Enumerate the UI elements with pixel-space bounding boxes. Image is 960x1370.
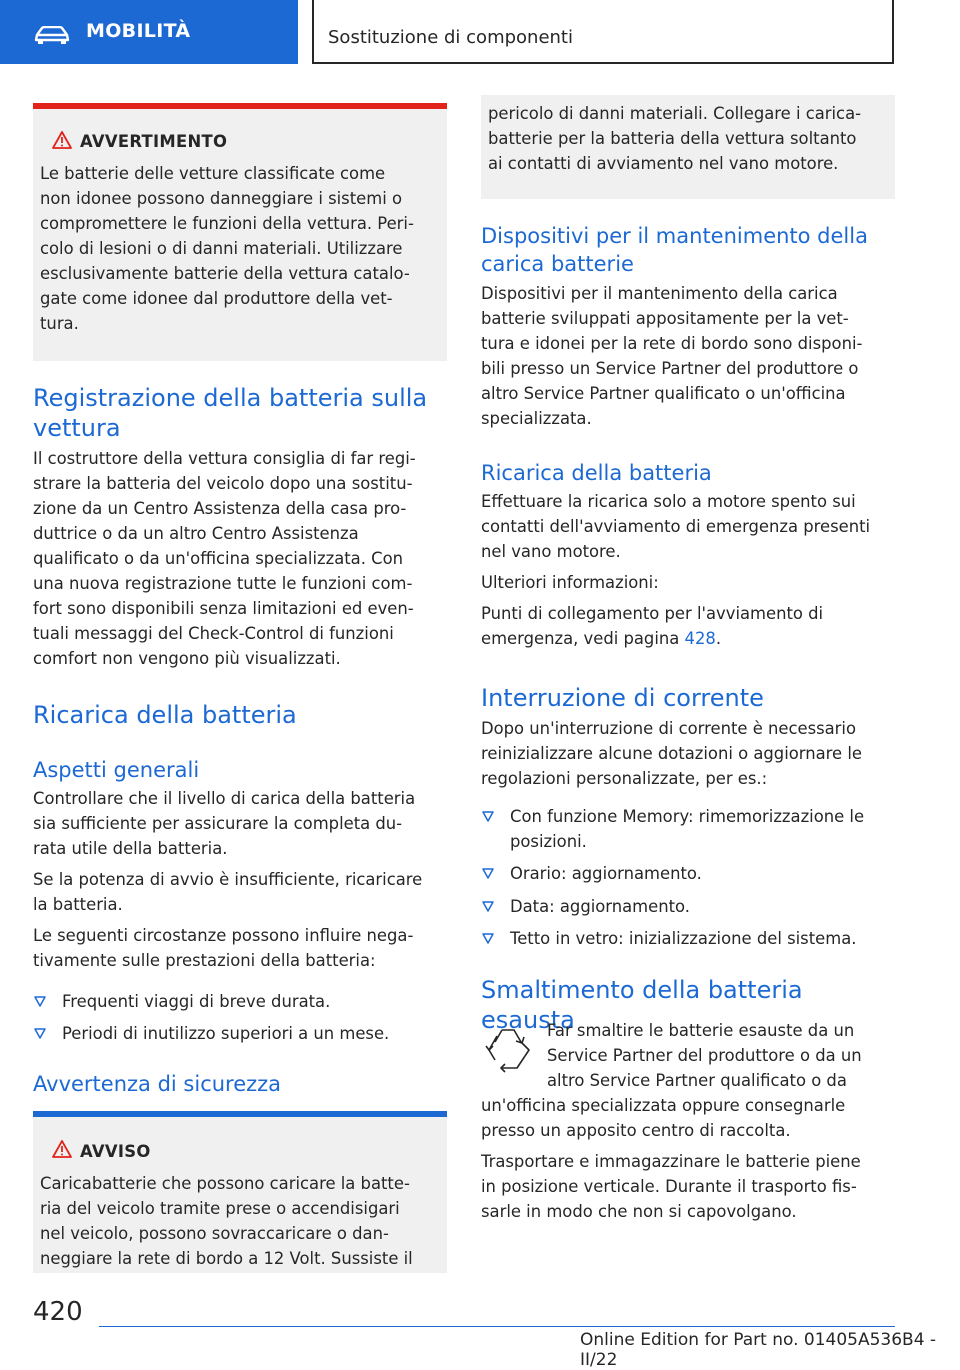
text-line: strare la batteria del veicolo dopo una sostitu- [33, 474, 413, 493]
smaltimento-body [481, 1093, 895, 1224]
text-line: esclusivamente batterie della vettura catalo- [40, 264, 410, 283]
text-line: non idonee possono danneggiare i sistemi o [40, 189, 402, 208]
text-line: tura e idonei per la rete di bordo sono disponi- [481, 334, 863, 353]
list-item-text: Data: aggiornamento. [510, 897, 691, 916]
text-line: batterie sviluppati appositamente per la vet- [481, 309, 849, 328]
smaltimento-indented-text [547, 1018, 895, 1093]
aspetti-section [33, 756, 447, 973]
text-line: contatti dell'avviamento di emergenza presenti [481, 517, 871, 536]
text-line: tura. [40, 314, 79, 333]
subsection-heading: Avvertenza di sicurezza [33, 1072, 282, 1096]
ricarica-section [33, 700, 447, 730]
warning-box-continued [481, 95, 895, 199]
section-heading: Smaltimento della batteria esausta [481, 976, 803, 1034]
ricarica-right-section [481, 459, 895, 651]
subsection-heading: Aspetti generali [33, 758, 200, 782]
text-line: Le batterie delle vetture classificate come [40, 164, 386, 183]
text-line: regolazioni personalizzate, per es.: [481, 769, 768, 788]
text-line: reinizializzare alcune dotazioni o aggiornare le [481, 744, 862, 763]
text-line: Con funzione Memory: rimemorizzazione le [510, 807, 865, 826]
bullet-triangle-icon [481, 866, 495, 880]
text-line: fort sono disponibili senza limitazioni ed even- [33, 599, 414, 618]
warning-box-avvertimento [33, 103, 447, 361]
text-line: comfort non vengono più visualizzati. [33, 649, 341, 668]
chapter-title: Sostituzione di componenti [328, 27, 573, 48]
bullet-triangle-icon [33, 1026, 47, 1040]
list-item-text: Orario: aggiornamento. [510, 864, 702, 883]
text-line: zione da un Centro Assistenza della casa pro- [33, 499, 407, 518]
text-line: batterie per la batteria della vettura soltanto [488, 129, 857, 148]
warning-box-avviso [33, 1111, 447, 1273]
warning-text [40, 1171, 439, 1271]
page-number: 420 [33, 1297, 83, 1327]
section-tab[interactable] [0, 0, 298, 64]
footer-divider [99, 1326, 895, 1327]
text-line: duttrice o da un altro Centro Assistenza [33, 524, 359, 543]
text-line: Far smaltire le batterie esauste da un [547, 1021, 855, 1040]
page-link[interactable]: 428 [684, 629, 716, 648]
text-line: pericolo di danni materiali. Collegare i carica- [488, 104, 862, 123]
text-line: qualificato o da un'officina specializzata. Con [33, 549, 403, 568]
warning-title: AVVISO [80, 1142, 151, 1161]
car-icon [34, 26, 70, 44]
text-line: posizioni. [510, 832, 587, 851]
text-line: Punti di collegamento per l'avviamento di [481, 604, 824, 623]
subsection-heading: Ricarica della batteria [481, 461, 712, 485]
dispositivi-section [481, 222, 895, 431]
text-line: altro Service Partner qualificato o un'officina [481, 384, 846, 403]
text-line: nel vano motore. [481, 542, 621, 561]
warning-triangle-icon [52, 1140, 72, 1158]
section-heading: Ricarica della batteria [33, 701, 297, 729]
text-line: Effettuare la ricarica solo a motore spento sui [481, 492, 856, 511]
warning-bar [33, 103, 447, 109]
bullet-triangle-icon [481, 931, 495, 945]
recycle-icon [483, 1024, 533, 1076]
text-line: in posizione verticale. Durante il trasporto fis- [481, 1177, 857, 1196]
text-line: neggiare la rete di bordo a 12 Volt. Sussiste il [40, 1249, 413, 1268]
edition-text: Online Edition for Part no. 01405A536B4 - II/22 [580, 1330, 937, 1370]
subsection-heading: carica batterie [481, 252, 634, 276]
text-line: presso un apposito centro di raccolta. [481, 1121, 791, 1140]
bullet-triangle-icon [481, 899, 495, 913]
list-item-text: Frequenti viaggi di breve durata. [62, 992, 331, 1011]
text-line: Le seguenti circostanze possono influire nega- [33, 926, 414, 945]
bullet-triangle-icon [481, 809, 495, 823]
text-line: rata utile della batteria. [33, 839, 228, 858]
text-line: Se la potenza di avvio è insufficiente, ricaricare [33, 870, 423, 889]
text-line: bili presso un Service Partner del produttore o [481, 359, 859, 378]
text-line: compromettere le funzioni della vettura. Peri- [40, 214, 414, 233]
text-line: Il costruttore della vettura consiglia di far regi- [33, 449, 416, 468]
text-line: Ulteriori informazioni: [481, 573, 659, 592]
warning-text [488, 101, 887, 176]
list-item-text: Periodi di inutilizzo superiori a un mese. [62, 1024, 390, 1043]
bullet-triangle-icon [33, 994, 47, 1008]
section-body [33, 446, 447, 671]
text-line: tuali messaggi del Check-Control di funzioni [33, 624, 394, 643]
section-body [481, 281, 895, 431]
text-span: emergenza, vedi pagina [481, 629, 680, 648]
chapter-header [312, 0, 894, 64]
subsection-heading: Dispositivi per il mantenimento della [481, 224, 868, 248]
warning-text [40, 161, 439, 336]
registrazione-section [33, 383, 447, 671]
section-heading: Registrazione della batteria sulla [33, 384, 428, 412]
warning-title: AVVERTIMENTO [80, 132, 228, 151]
text-line: sia sufficiente per assicurare la completa du- [33, 814, 403, 833]
text-line: colo di lesioni o di danni materiali. Utilizzare [40, 239, 403, 258]
section-heading: vettura [33, 414, 121, 442]
text-line: un'officina specializzata oppure consegnarle [481, 1096, 846, 1115]
text-line: ria del veicolo tramite prese o accendisigari [40, 1199, 400, 1218]
list-item-text: Tetto in vetro: inizializzazione del sistema. [510, 929, 857, 948]
text-line: Service Partner del produttore o da un [547, 1046, 862, 1065]
section-body [481, 716, 895, 791]
text-line: Caricabatterie che possono caricare la batte- [40, 1174, 410, 1193]
warning-bar [33, 1111, 447, 1117]
text-line: ai contatti di avviamento nel vano motore. [488, 154, 839, 173]
list-item-text [510, 804, 864, 854]
text-line: tivamente sulle prestazioni della batteria: [33, 951, 376, 970]
text-line: Controllare che il livello di carica della batteria [33, 789, 416, 808]
section-body [33, 786, 447, 973]
text-line: una nuova registrazione tutte le funzioni com- [33, 574, 413, 593]
text-line: Trasportare e immagazzinare le batterie piene [481, 1152, 861, 1171]
text-line: gate come idonee dal produttore della vet- [40, 289, 393, 308]
text-line: la batteria. [33, 895, 123, 914]
section-body [481, 489, 895, 651]
text-line: altro Service Partner qualificato o da [547, 1071, 847, 1090]
sicurezza-section [33, 1070, 447, 1098]
text-line: nel veicolo, possono sovraccaricare o dan- [40, 1224, 389, 1243]
text-line: Dopo un'interruzione di corrente è necessario [481, 719, 857, 738]
section-heading: Interruzione di corrente [481, 684, 764, 712]
text-line: emergenza, vedi pagina 428. [481, 629, 722, 648]
section-label: MOBILITÀ [86, 20, 191, 42]
text-line: specializzata. [481, 409, 592, 428]
text-line: sarle in modo che non si capovolgano. [481, 1202, 797, 1221]
interruzione-section [481, 683, 895, 791]
warning-triangle-icon [52, 131, 72, 149]
text-line: Dispositivi per il mantenimento della carica [481, 284, 838, 303]
